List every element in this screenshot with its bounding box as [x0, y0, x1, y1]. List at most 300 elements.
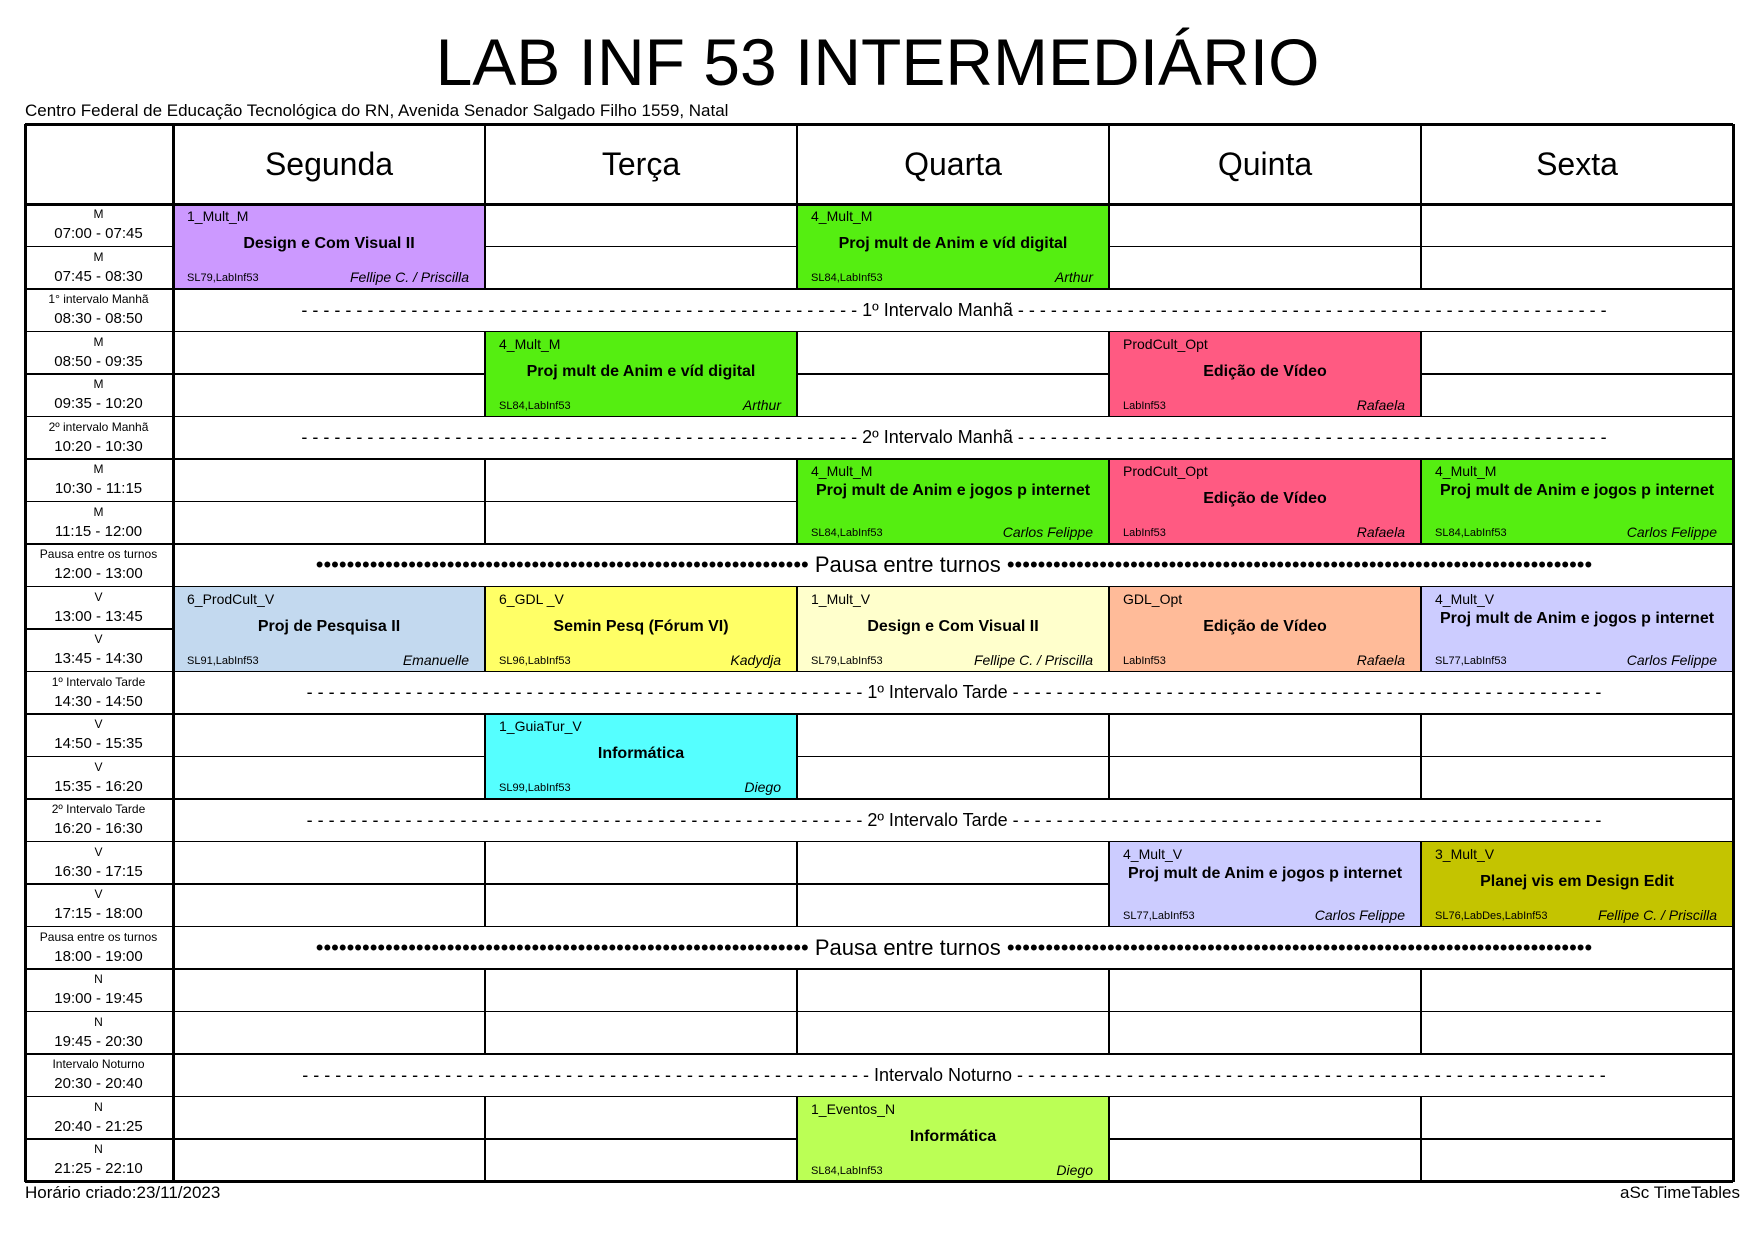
- grid-line: [1420, 842, 1422, 885]
- grid-line: [797, 586, 1109, 588]
- grid-line: [25, 798, 173, 800]
- grid-line: [1420, 1012, 1422, 1055]
- lesson-subject: Proj mult de Anim e jogos p internet: [1439, 482, 1715, 499]
- lesson-card[interactable]: [173, 587, 485, 672]
- time-slot-label: [25, 544, 172, 587]
- grid-line: [173, 713, 485, 715]
- lesson-card[interactable]: [1421, 459, 1733, 544]
- lesson-subject: Semin Pesq (Fórum VI): [553, 617, 729, 635]
- grid-line: [485, 1096, 797, 1098]
- grid-line: [485, 416, 797, 418]
- grid-line: [1109, 586, 1421, 588]
- slot-time-range: 07:00 - 07:45: [54, 225, 143, 242]
- grid-line: [797, 416, 1109, 418]
- grid-line: [25, 756, 173, 758]
- slot-time-range: 16:30 - 17:15: [54, 862, 143, 880]
- slot-time-range: 19:00 - 19:45: [54, 990, 143, 1007]
- grid-line: [796, 884, 798, 927]
- grid-line: [1109, 288, 1421, 290]
- grid-line: [1421, 926, 1733, 928]
- grid-line: [1421, 1011, 1733, 1013]
- grid-line: [1108, 1012, 1110, 1055]
- lesson-teacher: Carlos Felippe: [1002, 524, 1093, 540]
- grid-line: [485, 543, 797, 545]
- grid-line: [1420, 587, 1422, 630]
- grid-line: [1108, 757, 1110, 800]
- grid-line: [797, 671, 1109, 673]
- slot-time-range: 08:50 - 09:35: [54, 352, 143, 370]
- grid-line: [1421, 416, 1733, 418]
- grid-line: [1421, 586, 1733, 588]
- grid-line: [485, 713, 797, 715]
- slot-time-range: 18:00 - 19:00: [54, 947, 143, 965]
- grid-line: [25, 1180, 1733, 1183]
- lesson-room: LabInf53: [1123, 399, 1166, 412]
- grid-line: [173, 501, 485, 503]
- lesson-room: LabInf53: [1123, 527, 1166, 539]
- grid-line: [173, 1138, 485, 1140]
- time-slot-label: [25, 1054, 172, 1097]
- lesson-card[interactable]: [797, 459, 1109, 544]
- lesson-card[interactable]: [1109, 842, 1421, 927]
- grid-line: [173, 798, 485, 800]
- grid-line: [484, 204, 486, 247]
- grid-line: [485, 926, 797, 928]
- lesson-room: SL77,LabInf53: [1123, 909, 1195, 922]
- day-header-quarta: Quarta: [904, 146, 1002, 182]
- lesson-group: 4_Mult_M: [811, 208, 873, 224]
- grid-line: [796, 124, 798, 204]
- lesson-room: SL77,LabInf53: [1435, 654, 1507, 667]
- time-slot-label: [25, 672, 172, 715]
- grid-line: [485, 246, 797, 248]
- lesson-room: SL96,LabInf53: [499, 654, 571, 667]
- slot-time-range: 17:15 - 18:00: [54, 905, 143, 922]
- lesson-room: SL76,LabDes,LabInf53: [1435, 909, 1548, 922]
- grid-line: [484, 1139, 486, 1182]
- grid-line: [1108, 374, 1110, 417]
- grid-line: [173, 671, 485, 673]
- lesson-room: SL79,LabInf53: [187, 272, 259, 284]
- slot-period-label: 2º intervalo Manhã: [48, 419, 149, 434]
- slot-time-range: 12:00 - 13:00: [54, 565, 143, 582]
- grid-line: [25, 1053, 173, 1055]
- time-slot-label: [25, 204, 172, 247]
- slot-time-range: 08:30 - 08:50: [54, 310, 143, 327]
- slot-period-label: M: [93, 207, 104, 221]
- slot-time-range: 10:20 - 10:30: [54, 437, 143, 455]
- grid-line: [1108, 1139, 1110, 1182]
- lesson-card[interactable]: [485, 714, 797, 799]
- grid-line: [1420, 757, 1422, 800]
- grid-line: [1109, 968, 1421, 970]
- grid-line: [1421, 713, 1733, 715]
- grid-line: [1109, 458, 1421, 460]
- grid-line: [25, 416, 173, 418]
- grid-line: [1420, 714, 1422, 757]
- lesson-card[interactable]: [1421, 842, 1733, 927]
- slot-time-range: 21:25 - 22:10: [54, 1160, 143, 1177]
- grid-line: [25, 543, 173, 545]
- grid-line: [172, 124, 175, 1182]
- grid-line: [485, 798, 797, 800]
- time-slot-label: [25, 289, 172, 332]
- lesson-card[interactable]: [1421, 587, 1733, 672]
- grid-line: [25, 628, 173, 630]
- grid-line: [485, 883, 797, 885]
- grid-line: [1108, 884, 1110, 927]
- slot-time-range: 09:35 - 10:20: [54, 395, 143, 412]
- grid-line: [25, 586, 173, 588]
- grid-line: [173, 841, 485, 843]
- grid-line: [1421, 458, 1733, 460]
- grid-line: [796, 459, 798, 502]
- grid-line: [25, 883, 173, 885]
- grid-line: [1109, 416, 1421, 418]
- grid-line: [173, 926, 485, 928]
- lesson-card[interactable]: [1109, 332, 1421, 417]
- time-slot-label: [25, 332, 172, 375]
- grid-line: [25, 331, 173, 333]
- lesson-room: SL84,LabInf53: [811, 272, 883, 284]
- time-slot-label: [25, 629, 172, 672]
- grid-line: [1421, 543, 1733, 545]
- grid-line: [485, 671, 797, 673]
- interval-band: - - - - - - - - - - - - - - - - - - - - - - - - - - - - - - - - - - - - - - - - - - - - - - - - - - - - Intervalo Noturno - - - - - - - - - - - - - - - - - - - - - - - - - - - - - - - - - - - - - - - - - - - - - - - - - - - - - -: [302, 1064, 1606, 1085]
- grid-line: [484, 757, 486, 800]
- grid-line: [484, 1012, 486, 1055]
- lesson-subject: Planej vis em Design Edit: [1480, 872, 1674, 890]
- lesson-teacher: Rafaela: [1356, 396, 1405, 413]
- grid-line: [796, 714, 798, 757]
- grid-line: [25, 246, 173, 248]
- grid-line: [1421, 246, 1733, 248]
- grid-line: [173, 543, 485, 545]
- grid-line: [1420, 204, 1422, 247]
- grid-line: [1421, 373, 1733, 375]
- lesson-teacher: Emanuelle: [402, 651, 469, 668]
- lesson-group: 4_Mult_V: [1123, 845, 1183, 862]
- grid-line: [25, 926, 173, 928]
- grid-line: [796, 757, 798, 800]
- grid-line: [797, 883, 1109, 885]
- slot-period-label: V: [94, 717, 103, 731]
- grid-line: [173, 416, 485, 418]
- slot-time-range: 13:00 - 13:45: [54, 607, 143, 625]
- grid-line: [1109, 543, 1421, 545]
- grid-line: [1421, 288, 1733, 290]
- lesson-teacher: Fellipe C. / Priscilla: [973, 651, 1093, 668]
- slot-time-range: 14:50 - 15:35: [54, 735, 143, 752]
- grid-line: [25, 1138, 173, 1140]
- time-slot-label: [25, 1097, 172, 1140]
- lesson-subject: Informática: [597, 745, 685, 762]
- lesson-teacher: Carlos Felippe: [1626, 524, 1717, 540]
- lesson-room: SL79,LabInf53: [811, 654, 883, 667]
- day-header-terça: Terça: [601, 146, 681, 182]
- grid-line: [1109, 1053, 1421, 1055]
- grid-line: [484, 587, 486, 630]
- grid-line: [1108, 124, 1110, 204]
- day-header-sexta: Sexta: [1536, 146, 1618, 182]
- grid-line: [1421, 1096, 1733, 1098]
- lesson-group: 1_GuiaTur_V: [499, 718, 582, 734]
- grid-line: [1108, 1097, 1110, 1140]
- grid-line: [25, 288, 173, 290]
- lesson-subject: Edição de Vídeo: [1203, 617, 1327, 635]
- lesson-teacher: Diego: [1056, 1161, 1093, 1178]
- created-date: Horário criado:23/11/2023: [25, 1183, 221, 1202]
- grid-line: [173, 1053, 485, 1055]
- software-credit: aSc TimeTables: [1620, 1183, 1740, 1202]
- grid-line: [796, 332, 798, 375]
- grid-line: [1421, 1053, 1733, 1055]
- grid-line: [24, 124, 27, 1182]
- grid-line: [1421, 756, 1733, 758]
- grid-line: [1109, 1011, 1421, 1013]
- slot-period-label: N: [94, 972, 103, 986]
- grid-line: [25, 458, 173, 460]
- grid-line: [1109, 671, 1421, 673]
- grid-line: [25, 671, 173, 673]
- slot-period-label: Pausa entre os turnos: [39, 547, 158, 561]
- time-slot-label: [25, 502, 172, 545]
- lesson-teacher: Arthur: [1054, 269, 1093, 285]
- grid-line: [1421, 968, 1733, 970]
- grid-line: [1109, 1096, 1421, 1098]
- grid-line: [1421, 1138, 1733, 1140]
- lesson-group: 3_Mult_V: [1435, 845, 1495, 862]
- grid-line: [1421, 671, 1733, 673]
- day-header-segunda: Segunda: [264, 146, 394, 182]
- grid-line: [173, 458, 485, 460]
- time-slot-label: [25, 884, 172, 927]
- slot-period-label: M: [93, 377, 104, 391]
- grid-line: [1420, 629, 1422, 672]
- interval-band: - - - - - - - - - - - - - - - - - - - - - - - - - - - - - - - - - - - - - - - - - - - - - - - - - - - 2º Intervalo Tarde - - - - - - - - - - - - - - - - - - - - - - - - - - - - - - - - - - - - - - - - - - - - - - - - - - - - - -: [306, 809, 1602, 830]
- grid-line: [796, 842, 798, 885]
- grid-line: [485, 586, 797, 588]
- grid-line: [1420, 459, 1422, 502]
- lesson-subject: Design e Com Visual II: [243, 235, 415, 252]
- grid-line: [25, 968, 173, 970]
- grid-line: [1420, 1139, 1422, 1182]
- slot-time-range: 16:20 - 16:30: [54, 820, 143, 837]
- lesson-teacher: Carlos Felippe: [1314, 906, 1405, 923]
- lesson-teacher: Fellipe C. / Priscilla: [349, 269, 469, 285]
- lesson-room: SL99,LabInf53: [499, 782, 571, 794]
- lesson-card[interactable]: [485, 587, 797, 672]
- slot-period-label: V: [94, 887, 103, 901]
- grid-line: [1108, 204, 1110, 247]
- grid-line: [484, 247, 486, 290]
- grid-line: [484, 502, 486, 545]
- lesson-card[interactable]: [1109, 587, 1421, 672]
- grid-line: [485, 331, 797, 333]
- lesson-room: SL84,LabInf53: [499, 399, 571, 412]
- grid-line: [1108, 459, 1110, 502]
- grid-line: [797, 331, 1109, 333]
- slot-period-label: Pausa entre os turnos: [39, 929, 158, 944]
- grid-line: [485, 1053, 797, 1055]
- grid-line: [484, 124, 486, 204]
- grid-line: [1420, 969, 1422, 1012]
- grid-line: [25, 841, 173, 843]
- lesson-subject: Proj mult de Anim e jogos p internet: [1127, 864, 1403, 882]
- time-slot-label: [25, 969, 172, 1012]
- lesson-subject: Design e Com Visual II: [867, 617, 1039, 635]
- grid-line: [25, 123, 1733, 126]
- slot-period-label: M: [93, 249, 104, 264]
- grid-line: [484, 459, 486, 502]
- lesson-card[interactable]: [485, 332, 797, 417]
- lesson-room: SL84,LabInf53: [811, 1164, 883, 1177]
- slot-period-label: V: [94, 844, 103, 859]
- grid-line: [1108, 629, 1110, 672]
- lesson-card[interactable]: [797, 1097, 1109, 1182]
- lesson-card[interactable]: [797, 204, 1109, 289]
- lesson-group: 1_Mult_V: [811, 590, 871, 607]
- lesson-subject: Proj mult de Anim e víd digital: [838, 235, 1068, 252]
- grid-line: [1109, 1138, 1421, 1140]
- grid-line: [797, 458, 1109, 460]
- grid-line: [796, 247, 798, 290]
- lesson-teacher: Diego: [744, 779, 781, 795]
- grid-line: [173, 1096, 485, 1098]
- grid-line: [25, 713, 173, 715]
- time-slot-label: [25, 1139, 172, 1182]
- grid-line: [797, 373, 1109, 375]
- slot-time-range: 10:30 - 11:15: [54, 480, 143, 497]
- grid-line: [796, 1097, 798, 1140]
- slot-period-label: M: [93, 504, 104, 519]
- slot-period-label: N: [94, 1014, 103, 1029]
- grid-line: [797, 756, 1109, 758]
- interval-band: - - - - - - - - - - - - - - - - - - - - - - - - - - - - - - - - - - - - - - - - - - - - - - - - - - - 1º Intervalo Manhã - - - - - - - - - - - - - - - - - - - - - - - - - - - - - - - - - - - - - - - - - - - - - - - - - - - - - -: [301, 299, 1607, 320]
- grid-line: [797, 1011, 1109, 1013]
- grid-line: [796, 587, 798, 630]
- grid-line: [173, 373, 485, 375]
- slot-period-label: 1º Intervalo Tarde: [51, 674, 146, 689]
- lesson-group: 4_Mult_M: [1435, 463, 1497, 479]
- grid-line: [1420, 884, 1422, 927]
- grid-line: [797, 288, 1109, 290]
- shift-break-band: •••••••••••••••••••••••••••••••••••••••••••••••••••••••••••••••• Pausa entre turnos ••••••••••••••••••••••••••••••••••••••••••••••••••••••••••••••••••••••••••••: [315, 552, 1593, 578]
- lesson-room: SL84,LabInf53: [811, 527, 883, 539]
- lesson-card[interactable]: [797, 587, 1109, 672]
- slot-period-label: V: [94, 759, 103, 774]
- page-title: LAB INF 53 INTERMEDIÁRIO: [435, 25, 1320, 99]
- time-slot-label: [25, 587, 172, 630]
- grid-line: [484, 629, 486, 672]
- lesson-subject: Edição de Vídeo: [1203, 362, 1327, 380]
- grid-line: [796, 1012, 798, 1055]
- grid-line: [797, 713, 1109, 715]
- lesson-teacher: Carlos Felippe: [1626, 651, 1717, 668]
- lesson-subject: Proj mult de Anim e víd digital: [526, 362, 756, 380]
- grid-line: [25, 373, 173, 375]
- grid-line: [1421, 798, 1733, 800]
- grid-line: [173, 586, 485, 588]
- grid-line: [797, 1096, 1109, 1098]
- grid-line: [173, 756, 485, 758]
- time-slot-label: [25, 459, 172, 502]
- time-slot-label: [25, 374, 172, 417]
- grid-line: [484, 332, 486, 375]
- lesson-group: 4_Mult_V: [1435, 590, 1495, 607]
- grid-line: [25, 501, 173, 503]
- grid-line: [1108, 587, 1110, 630]
- time-slot-label: [25, 714, 172, 757]
- slot-time-range: 07:45 - 08:30: [54, 267, 143, 285]
- grid-line: [485, 501, 797, 503]
- grid-line: [1108, 332, 1110, 375]
- lesson-group: 1_Mult_M: [187, 208, 249, 224]
- slot-period-label: N: [94, 1099, 103, 1114]
- time-slot-label: [25, 417, 172, 460]
- lesson-card[interactable]: [173, 204, 485, 289]
- lesson-room: LabInf53: [1123, 654, 1166, 667]
- grid-line: [1421, 841, 1733, 843]
- school-address: Centro Federal de Educação Tecnológica do RN, Avenida Senador Salgado Filho 1559, Natal: [25, 101, 729, 120]
- grid-line: [1109, 798, 1421, 800]
- time-slot-label: [25, 1012, 172, 1055]
- slot-period-label: 2º Intervalo Tarde: [51, 802, 146, 816]
- slot-time-range: 13:45 - 14:30: [54, 650, 143, 667]
- lesson-group: 4_Mult_M: [499, 335, 561, 352]
- grid-line: [797, 968, 1109, 970]
- grid-line: [173, 288, 485, 290]
- lesson-card[interactable]: [1109, 459, 1421, 544]
- grid-line: [485, 968, 797, 970]
- grid-line: [484, 884, 486, 927]
- grid-line: [797, 841, 1109, 843]
- grid-line: [485, 1011, 797, 1013]
- slot-period-label: 1° intervalo Manhã: [48, 292, 149, 306]
- grid-line: [796, 204, 798, 247]
- lesson-teacher: Arthur: [742, 396, 781, 413]
- lesson-subject: Edição de Vídeo: [1203, 490, 1327, 507]
- grid-line: [484, 969, 486, 1012]
- lesson-teacher: Kadydja: [730, 651, 781, 668]
- slot-time-range: 19:45 - 20:30: [54, 1032, 143, 1050]
- slot-time-range: 20:40 - 21:25: [54, 1117, 143, 1135]
- slot-time-range: 15:35 - 16:20: [54, 777, 143, 795]
- slot-period-label: V: [94, 632, 103, 646]
- grid-line: [173, 968, 485, 970]
- grid-line: [797, 926, 1109, 928]
- time-slot-label: [25, 799, 172, 842]
- grid-line: [485, 1138, 797, 1140]
- grid-line: [1420, 332, 1422, 375]
- grid-line: [797, 798, 1109, 800]
- grid-line: [173, 883, 485, 885]
- slot-time-range: 14:30 - 14:50: [54, 692, 143, 710]
- lesson-teacher: Rafaela: [1356, 524, 1405, 540]
- grid-line: [1420, 502, 1422, 545]
- grid-line: [173, 1011, 485, 1013]
- grid-line: [1109, 756, 1421, 758]
- time-slot-label: [25, 927, 172, 970]
- slot-period-label: V: [94, 589, 103, 604]
- interval-band: - - - - - - - - - - - - - - - - - - - - - - - - - - - - - - - - - - - - - - - - - - - - - - - - - - - 1º Intervalo Tarde - - - - - - - - - - - - - - - - - - - - - - - - - - - - - - - - - - - - - - - - - - - - - - - - - - - - - -: [306, 682, 1602, 703]
- grid-line: [485, 288, 797, 290]
- shift-break-band: •••••••••••••••••••••••••••••••••••••••••••••••••••••••••••••••• Pausa entre turnos ••••••••••••••••••••••••••••••••••••••••••••••••••••••••••••••••••••••••••••: [315, 934, 1593, 960]
- grid-line: [1109, 331, 1421, 333]
- grid-line: [797, 1053, 1109, 1055]
- grid-line: [1420, 1097, 1422, 1140]
- grid-line: [25, 1096, 173, 1098]
